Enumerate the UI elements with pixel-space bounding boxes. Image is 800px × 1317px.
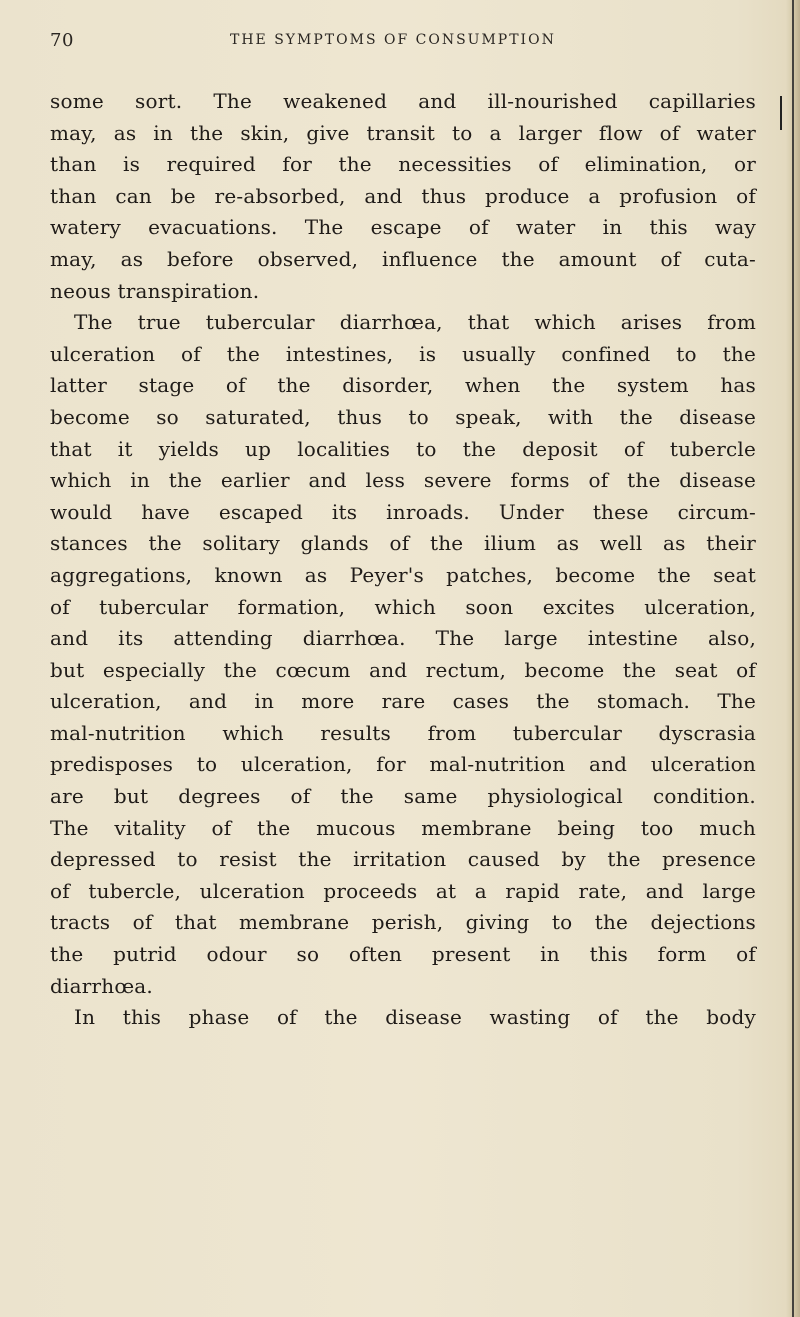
text-line: that it yields up localities to the deposit of tubercle — [50, 436, 756, 461]
text-line: may, as in the skin, give transit to a larger flow of water — [50, 120, 756, 145]
text-line: ulceration, and in more rare cases the stomach. The — [50, 689, 756, 714]
text-line: watery evacuations. The escape of water in this way — [50, 215, 756, 240]
text-line: depressed to resist the irritation caused by the presence — [50, 847, 756, 872]
text-line: and its attending diarrhœa. The large intestine also, — [50, 626, 756, 651]
text-line: than can be re-absorbed, and thus produce a profusion of — [50, 183, 756, 208]
text-line: stances the solitary glands of the ilium as well as their — [50, 531, 756, 556]
text-line: mal-nutrition which results from tubercular dyscrasia — [50, 720, 756, 745]
text-line: The vitality of the mucous membrane being too much — [50, 815, 756, 840]
text-line: are but degrees of the same physiological condition. — [50, 784, 756, 809]
page-header — [50, 28, 770, 58]
text-line: the putrid odour so often present in this form of — [50, 942, 756, 967]
text-line: some sort. The weakened and ill-nourished capillaries — [50, 89, 756, 113]
text-line: The true tubercular diarrhœa, that which arises from — [74, 310, 756, 335]
text-line: In this phase of the disease wasting of the body — [74, 1005, 756, 1030]
text-line: aggregations, known as Peyer's patches, become the seat — [50, 562, 756, 587]
body-text — [50, 86, 756, 1034]
text-line: of tubercle, ulceration proceeds at a rapid rate, and large — [50, 878, 756, 903]
text-line: ulceration of the intestines, is usually confined to the — [50, 341, 756, 366]
text-line: latter stage of the disorder, when the system has — [50, 373, 756, 398]
text-line: which in the earlier and less severe forms of the disease — [50, 468, 756, 493]
page-edge-mark — [780, 96, 782, 130]
text-line: diarrhœa. — [50, 973, 153, 998]
page-number: 70 — [50, 30, 74, 51]
text-line: of tubercular formation, which soon excites ulceration, — [50, 594, 756, 619]
text-line: tracts of that membrane perish, giving to the dejections — [50, 910, 756, 935]
text-line: but especially the cœcum and rectum, become the seat of — [50, 657, 756, 682]
text-line: may, as before observed, influence the amount of cuta- — [50, 246, 756, 271]
text-line: would have escaped its inroads. Under these circum- — [50, 499, 756, 524]
text-line: than is required for the necessities of elimination, or — [50, 152, 756, 177]
text-line: predisposes to ulceration, for mal-nutrition and ulceration — [50, 752, 756, 777]
page-edge-line — [792, 0, 794, 1317]
text-line: become so saturated, thus to speak, with the disease — [50, 404, 756, 429]
running-title: THE SYMPTOMS OF CONSUMPTION — [230, 32, 556, 48]
text-line: neous transpiration. — [50, 278, 260, 303]
